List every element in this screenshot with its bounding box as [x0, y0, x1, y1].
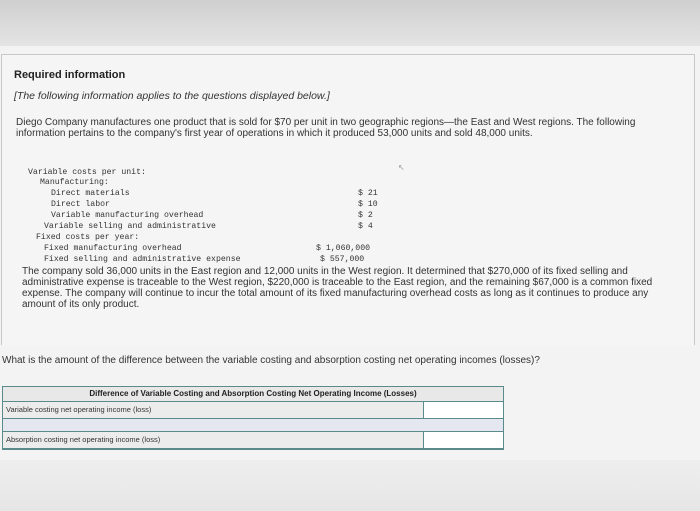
- cost-value: $ 1,060,000: [316, 244, 371, 253]
- cost-value: $ 4: [358, 222, 373, 231]
- second-paragraph: The company sold 36,000 units in the East region and 12,000 units in the West region. It determined that $270,000 of its fixed selling and administrative expense is traceable to the West region, $220,000 is traceable to the East region, and the remaining $67,000 is a common fixed expense. The company will continue to incur the total amount of its fixed manufacturing overhead costs as long as it continues to produce any amount of its only product.: [22, 266, 653, 310]
- absorption-costing-income-input[interactable]: [424, 432, 503, 448]
- answer-table: [2, 386, 504, 450]
- manufacturing-label: Manufacturing:: [40, 178, 109, 187]
- cost-label: Fixed selling and administrative expense: [44, 255, 241, 264]
- cost-label: Variable manufacturing overhead: [51, 211, 204, 220]
- cost-label: Direct materials: [51, 189, 130, 198]
- cost-value: $ 557,000: [320, 255, 365, 264]
- cost-value: $ 10: [358, 200, 378, 209]
- cost-value: $ 21: [358, 189, 378, 198]
- table-row: [3, 402, 503, 419]
- instructions-subtitle: [The following information applies to the questions displayed below.]: [14, 90, 330, 102]
- bottom-area: [0, 460, 700, 511]
- cost-label: Fixed manufacturing overhead: [44, 244, 182, 253]
- table-row: [3, 432, 503, 449]
- cost-label: Direct labor: [51, 200, 110, 209]
- intro-paragraph: Diego Company manufactures one product that is sold for $70 per unit in two geographic regions—the East and West regions. The following information pertains to the company's first year of operations in which it produced 53,000 units and sold 48,000 units.: [16, 117, 636, 139]
- cost-value: $ 2: [358, 211, 373, 220]
- required-information-title: Required information: [14, 69, 126, 81]
- row-label: Variable costing net operating income (loss): [3, 402, 424, 418]
- top-strip: [0, 0, 700, 46]
- answer-table-header: Difference of Variable Costing and Absorption Costing Net Operating Income (Losses): [3, 387, 503, 402]
- variable-costs-heading: Variable costs per unit:: [28, 168, 146, 177]
- cursor-icon: ↖: [398, 163, 405, 172]
- fixed-costs-heading: Fixed costs per year:: [36, 233, 140, 242]
- question-text: What is the amount of the difference between the variable costing and absorption costing net operating incomes (losses)?: [2, 355, 540, 366]
- row-label: Absorption costing net operating income (loss): [3, 432, 424, 448]
- variable-costing-income-input[interactable]: [424, 402, 503, 418]
- spacer-row: [3, 419, 503, 432]
- cost-label: Variable selling and administrative: [44, 222, 216, 231]
